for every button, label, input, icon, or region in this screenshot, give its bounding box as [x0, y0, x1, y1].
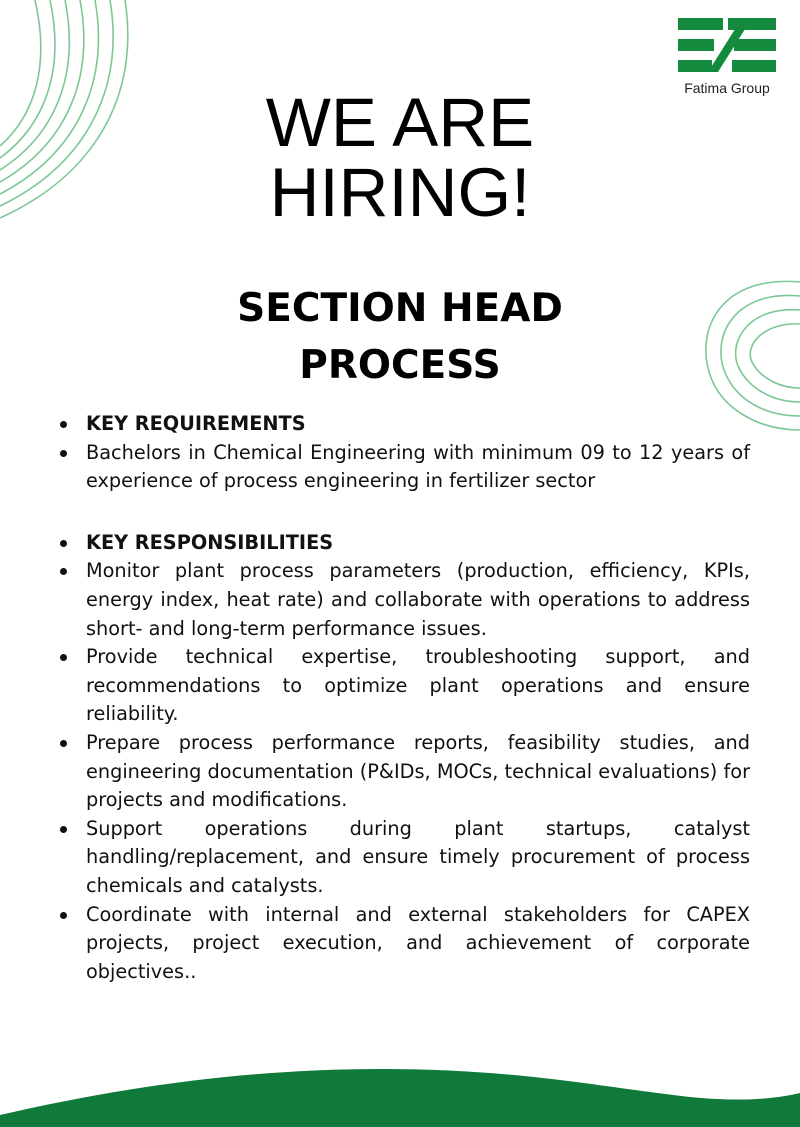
position-line-1: SECTION HEAD: [237, 286, 563, 331]
requirements-heading: KEY REQUIREMENTS: [58, 410, 750, 439]
position-line-2: PROCESS: [299, 343, 501, 388]
requirements-list: [58, 410, 750, 496]
fatima-logo-icon: [674, 18, 780, 76]
requirement-item: Bachelors in Chemical Engineering with minimum 09 to 12 years of experience of process engineering in fertilizer sector: [58, 439, 750, 496]
responsibility-item: Coordinate with internal and external stakeholders for CAPEX projects, project execution, and achievement of corporate objectives..: [58, 901, 750, 987]
responsibility-item: Prepare process performance reports, feasibility studies, and engineering documentation (P&IDs, MOCs, technical evaluations) for projects and modifications.: [58, 729, 750, 815]
responsibilities-list: [58, 529, 750, 987]
job-details: [58, 410, 750, 986]
bottom-wave: [0, 1047, 800, 1127]
company-name: Fatima Group: [684, 80, 770, 96]
responsibility-item: Monitor plant process parameters (production, efficiency, KPIs, energy index, heat rate) and collaborate with operations to address short- and long-term performance issues.: [58, 557, 750, 643]
responsibility-item: Provide technical expertise, troubleshooting support, and recommendations to optimize plant operations and ensure reliability.: [58, 643, 750, 729]
headline-line-1: WE ARE: [265, 84, 535, 161]
responsibility-item: Support operations during plant startups, catalyst handling/replacement, and ensure timely procurement of process chemicals and catalysts.: [58, 815, 750, 901]
headline-line-2: HIRING!: [269, 154, 531, 231]
position-title: [0, 280, 800, 394]
responsibilities-heading: KEY RESPONSIBILITIES: [58, 529, 750, 558]
company-logo: [674, 18, 780, 96]
headline: [0, 84, 800, 231]
